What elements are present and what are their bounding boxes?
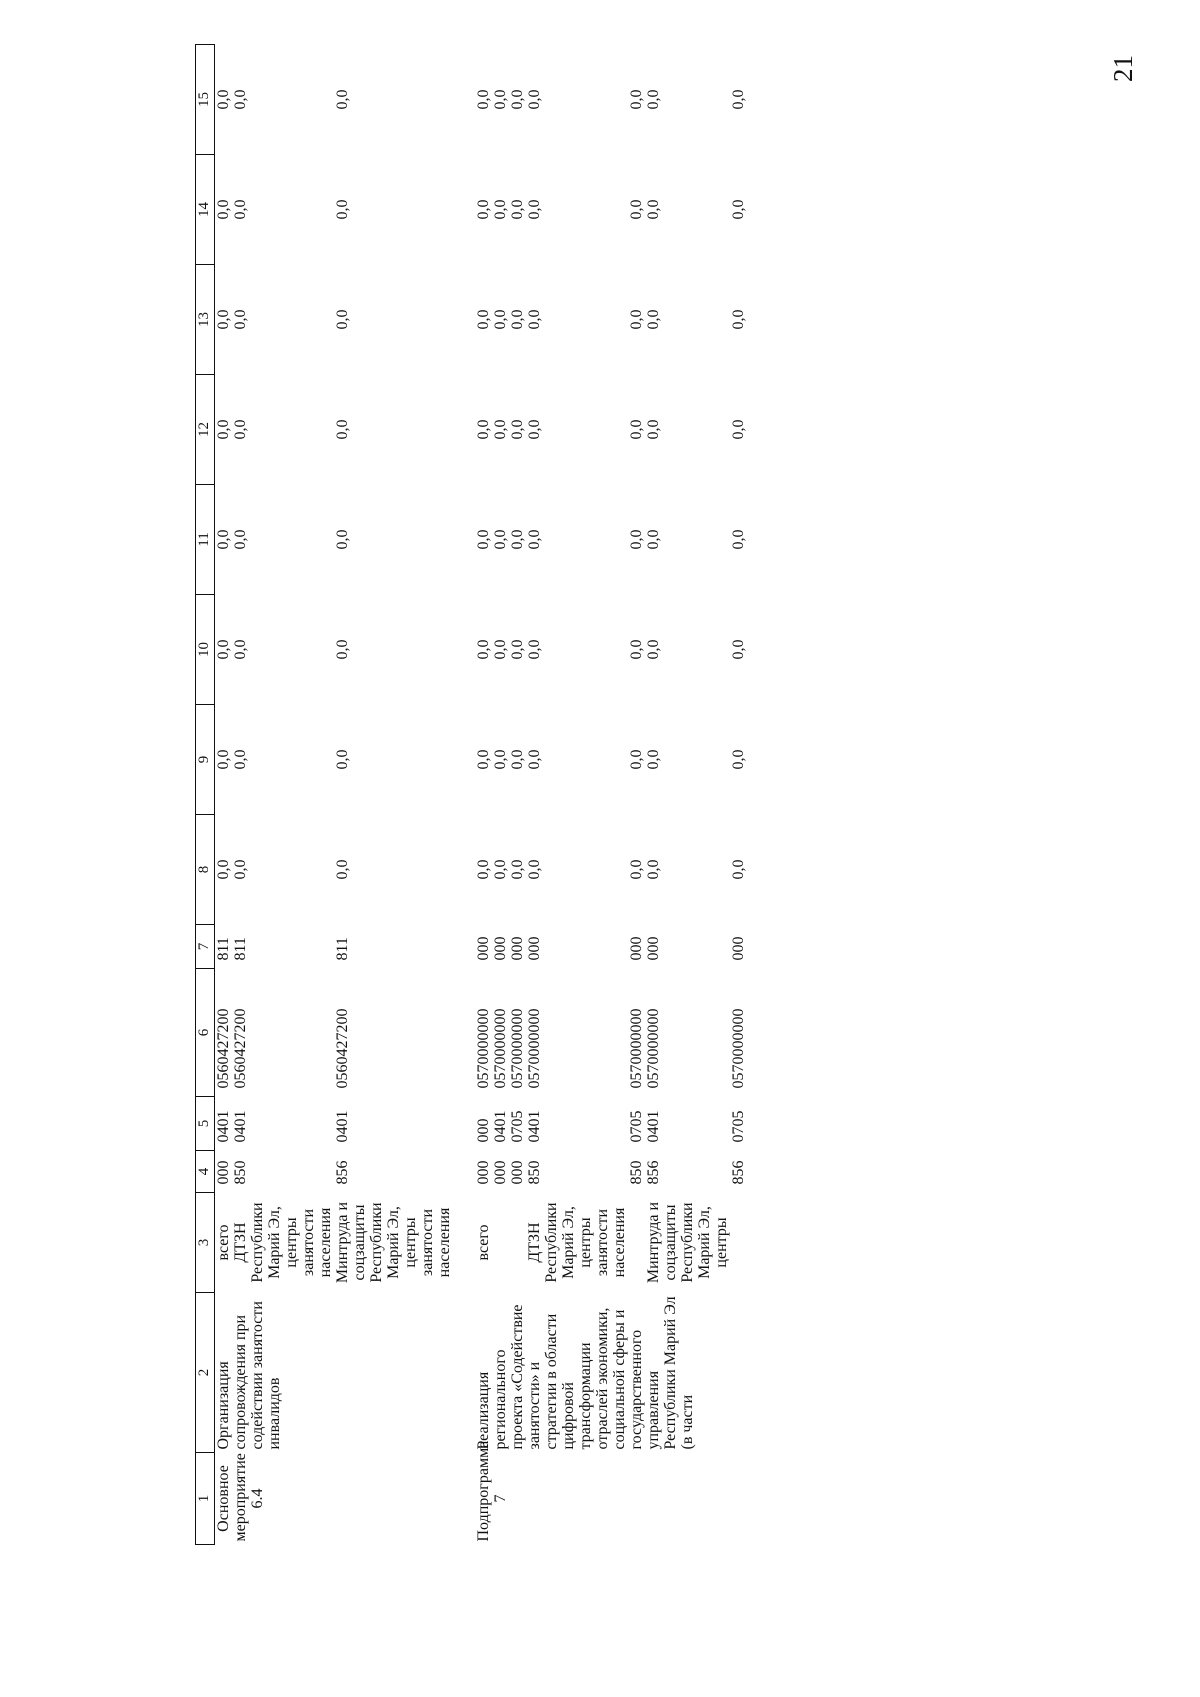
amount-col-9: 0,0 (730, 749, 747, 770)
page-number: 21 (1108, 55, 1138, 82)
budget-code-c4: 850 (628, 1160, 645, 1185)
budget-code-c5: 0705 (628, 1110, 645, 1143)
amount-col-10: 0,0 (334, 639, 351, 660)
amount-col-15: 0,0 (526, 89, 543, 110)
amount-col-15: 0,0 (509, 89, 526, 110)
table-row (453, 45, 492, 1545)
budget-code-c6: 0560427200 (215, 1008, 232, 1089)
column-header-9: 9 (196, 705, 215, 815)
amount-col-12: 0,0 (334, 419, 351, 440)
amount-col-11: 0,0 (475, 529, 492, 550)
column-header-8: 8 (196, 815, 215, 925)
amount-col-9: 0,0 (215, 749, 232, 770)
column-header-14: 14 (196, 155, 215, 265)
column-header-13: 13 (196, 265, 215, 375)
amount-col-11: 0,0 (232, 529, 249, 550)
budget-code-c6: 0570000000 (475, 1008, 492, 1089)
executor: Минтруда и соцзащиты Республики Марий Эл, центры (645, 1201, 730, 1284)
amount-col-8: 0,0 (215, 859, 232, 880)
budget-code-c6: 0570000000 (509, 1008, 526, 1089)
budget-code-c4: 000 (475, 1160, 492, 1185)
budget-code-c6: 0570000000 (645, 1008, 662, 1089)
budget-table (195, 44, 747, 1545)
amount-col-13: 0,0 (645, 309, 662, 330)
executor (509, 1193, 526, 1293)
amount-col-8: 0,0 (628, 859, 645, 880)
amount-col-13: 0,0 (492, 309, 509, 330)
program-description: Организация сопровождения при содействии занятости инвалидов (215, 1301, 283, 1450)
amount-col-15: 0,0 (232, 89, 249, 110)
executor: всего (475, 1224, 492, 1261)
table-body (215, 45, 748, 1545)
budget-code-c4: 000 (509, 1160, 526, 1185)
amount-col-10: 0,0 (492, 639, 509, 660)
amount-col-12: 0,0 (232, 419, 249, 440)
amount-col-10: 0,0 (215, 639, 232, 660)
budget-code-c4: 856 (730, 1160, 747, 1185)
amount-col-9: 0,0 (492, 749, 509, 770)
program-description: Реализация регионального проекта «Содействие занятости» и стратегии в области цифровой трансформации отраслей экономики, социальной сферы и государственного управления Республики Марий Эл (в части (475, 1296, 696, 1450)
amount-col-9: 0,0 (526, 749, 543, 770)
column-header-6: 6 (196, 969, 215, 1097)
column-header-10: 10 (196, 595, 215, 705)
column-header-7: 7 (196, 925, 215, 969)
amount-col-13: 0,0 (509, 309, 526, 330)
amount-col-13: 0,0 (526, 309, 543, 330)
budget-code-c7: 000 (628, 936, 645, 961)
amount-col-8: 0,0 (645, 859, 662, 880)
amount-col-13: 0,0 (475, 309, 492, 330)
budget-code-c7: 811 (232, 937, 249, 961)
amount-col-15: 0,0 (334, 89, 351, 110)
executor (492, 1193, 509, 1293)
amount-col-9: 0,0 (232, 749, 249, 770)
budget-code-c7: 811 (215, 937, 232, 961)
column-header-3: 3 (196, 1193, 215, 1293)
budget-code-c5: 0401 (526, 1110, 543, 1143)
amount-col-9: 0,0 (334, 749, 351, 770)
amount-col-8: 0,0 (526, 859, 543, 880)
amount-col-10: 0,0 (475, 639, 492, 660)
amount-col-11: 0,0 (334, 529, 351, 550)
amount-col-10: 0,0 (628, 639, 645, 660)
amount-col-8: 0,0 (492, 859, 509, 880)
budget-code-c5: 0401 (492, 1110, 509, 1143)
column-header-12: 12 (196, 375, 215, 485)
column-header-5: 5 (196, 1097, 215, 1151)
amount-col-12: 0,0 (526, 419, 543, 440)
budget-code-c7: 000 (475, 936, 492, 961)
budget-code-c5: 0401 (232, 1110, 249, 1143)
budget-code-c5: 0705 (730, 1110, 747, 1143)
budget-code-c4: 850 (526, 1160, 543, 1185)
amount-col-14: 0,0 (730, 199, 747, 220)
amount-col-9: 0,0 (509, 749, 526, 770)
amount-col-11: 0,0 (509, 529, 526, 550)
amount-col-9: 0,0 (645, 749, 662, 770)
column-number-header (196, 45, 215, 1545)
amount-col-14: 0,0 (475, 199, 492, 220)
amount-col-12: 0,0 (475, 419, 492, 440)
budget-code-c7: 000 (492, 936, 509, 961)
amount-col-13: 0,0 (628, 309, 645, 330)
amount-col-15: 0,0 (215, 89, 232, 110)
amount-col-13: 0,0 (730, 309, 747, 330)
amount-col-14: 0,0 (334, 199, 351, 220)
budget-code-c6: 0570000000 (492, 1008, 509, 1089)
program-name: Подпрограмма 7 (475, 1440, 509, 1542)
amount-col-8: 0,0 (232, 859, 249, 880)
budget-code-c7: 811 (334, 937, 351, 961)
budget-code-c5: 0705 (509, 1110, 526, 1143)
column-header-4: 4 (196, 1151, 215, 1193)
executor (730, 1193, 747, 1293)
amount-col-9: 0,0 (475, 749, 492, 770)
budget-code-c6: 0560427200 (334, 1008, 351, 1089)
amount-col-15: 0,0 (492, 89, 509, 110)
amount-col-10: 0,0 (645, 639, 662, 660)
amount-col-10: 0,0 (526, 639, 543, 660)
amount-col-11: 0,0 (645, 529, 662, 550)
amount-col-14: 0,0 (232, 199, 249, 220)
budget-code-c7: 000 (509, 936, 526, 961)
amount-col-15: 0,0 (645, 89, 662, 110)
amount-col-14: 0,0 (215, 199, 232, 220)
program-name: Основное мероприятие 6.4 (215, 1453, 266, 1542)
budget-code-c7: 000 (526, 936, 543, 961)
amount-col-14: 0,0 (509, 199, 526, 220)
column-header-11: 11 (196, 485, 215, 595)
executor: ДТЗН Республики Марий Эл, центры занятости населения (526, 1202, 628, 1283)
amount-col-13: 0,0 (232, 309, 249, 330)
executor: ДТЗН Республики Марий Эл, центры занятости населения (232, 1202, 334, 1283)
amount-col-14: 0,0 (628, 199, 645, 220)
budget-code-c4: 000 (492, 1160, 509, 1185)
amount-col-11: 0,0 (215, 529, 232, 550)
amount-col-10: 0,0 (509, 639, 526, 660)
amount-col-12: 0,0 (645, 419, 662, 440)
amount-col-12: 0,0 (730, 419, 747, 440)
amount-col-11: 0,0 (730, 529, 747, 550)
amount-col-10: 0,0 (232, 639, 249, 660)
amount-col-13: 0,0 (334, 309, 351, 330)
amount-col-8: 0,0 (334, 859, 351, 880)
budget-code-c7: 000 (730, 936, 747, 961)
amount-col-11: 0,0 (492, 529, 509, 550)
executor: Минтруда и соцзащиты Республики Марий Эл, центры занятости населения (334, 1201, 453, 1284)
column-header-2: 2 (196, 1293, 215, 1453)
amount-col-12: 0,0 (628, 419, 645, 440)
amount-col-8: 0,0 (509, 859, 526, 880)
table-row (215, 45, 233, 1545)
amount-col-13: 0,0 (215, 309, 232, 330)
budget-code-c5: 0401 (334, 1110, 351, 1143)
rotated-table-sheet (195, 45, 1155, 1545)
budget-code-c6: 0570000000 (526, 1008, 543, 1089)
amount-col-12: 0,0 (215, 419, 232, 440)
amount-col-15: 0,0 (628, 89, 645, 110)
amount-col-14: 0,0 (645, 199, 662, 220)
amount-col-15: 0,0 (730, 89, 747, 110)
budget-code-c4: 856 (334, 1160, 351, 1185)
executor (628, 1193, 645, 1293)
budget-code-c4: 856 (645, 1160, 662, 1185)
budget-code-c6: 0570000000 (628, 1008, 645, 1089)
amount-col-11: 0,0 (526, 529, 543, 550)
executor: всего (215, 1224, 232, 1261)
budget-code-c7: 000 (645, 936, 662, 961)
amount-col-12: 0,0 (492, 419, 509, 440)
budget-code-c6: 0560427200 (232, 1008, 249, 1089)
budget-code-c5: 0401 (215, 1110, 232, 1143)
amount-col-9: 0,0 (628, 749, 645, 770)
budget-code-c5: 0401 (645, 1110, 662, 1143)
amount-col-8: 0,0 (730, 859, 747, 880)
amount-col-8: 0,0 (475, 859, 492, 880)
budget-code-c4: 850 (232, 1160, 249, 1185)
amount-col-15: 0,0 (475, 89, 492, 110)
budget-code-c6: 0570000000 (730, 1008, 747, 1089)
budget-code-c4: 000 (215, 1160, 232, 1185)
column-header-1: 1 (196, 1453, 215, 1545)
budget-code-c5: 000 (475, 1118, 492, 1143)
amount-col-12: 0,0 (509, 419, 526, 440)
amount-col-10: 0,0 (730, 639, 747, 660)
amount-col-14: 0,0 (492, 199, 509, 220)
amount-col-14: 0,0 (526, 199, 543, 220)
column-header-15: 15 (196, 45, 215, 155)
amount-col-11: 0,0 (628, 529, 645, 550)
